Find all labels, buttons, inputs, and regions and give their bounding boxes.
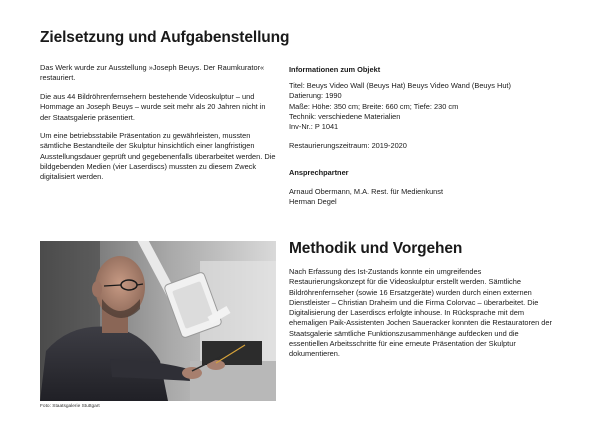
contacts-heading: Ansprechpartner: [289, 168, 349, 177]
section-title-zielsetzung: Zielsetzung und Aufgabenstellung: [40, 29, 290, 46]
restorer-photo-illustration: [40, 241, 276, 401]
restorer-photo: [40, 241, 276, 401]
paragraph-intro: Das Werk wurde zur Ausstellung »Joseph Beuys. Der Raumkurator« restauriert.: [40, 63, 265, 83]
info-line-title: Titel: Beuys Video Wall (Beuys Hat) Beuys Video Wand (Beuys Hut): [289, 81, 511, 90]
info-line-dimensions: Maße: Höhe: 350 cm; Breite: 660 cm; Tiefe: 230 cm: [289, 101, 459, 111]
info-line-technique: Technik: verschiedene Materialien: [289, 111, 401, 121]
paragraph-videoskulptur: Die aus 44 Bildröhrenfernsehern bestehende Videoskulptur – und Hommage an Joseph Beuys – wurde seit mehr als 20 Jahren nicht in der Staatsgalerie präsentiert.: [40, 92, 266, 122]
photo-credit: Foto: Staatsgalerie Stuttgart: [40, 404, 100, 409]
info-heading: Informationen zum Objekt: [289, 65, 381, 74]
contact-name: Arnaud Obermann, M.A. Rest. für Medienkunst: [289, 187, 444, 196]
paragraph-methodik: Nach Erfassung des Ist-Zustands konnte ein umgreifendes Restaurierungskonzept für die Videoskulptur erstellt werden. Sämtliche Bildröhrenfernseher (sowie 16 Ersatzgeräte) wurden durch einen externen Dienstleister – Christian Draheim und die Firma Colorvac – überarbeitet. Die Digitalisierung der Laserdiscs erfolgte inhouse. In Rücksprache mit dem ehemaligen Paik-Assistenten Jochen Saueracker konnten die Restauratoren der Staatsgalerie sämtliche Funktionszusammenhänge aufdecken und die essentiellen Arbeitsschritte für eine erneute Präsentation der Skulptur dokumentieren.: [289, 267, 552, 359]
info-line-inventory: Inv-Nr.: P 1041: [289, 122, 339, 132]
section-title-methodik: Methodik und Vorgehen: [289, 240, 463, 257]
restoration-period: Restaurierungszeitraum: 2019-2020: [289, 141, 407, 150]
contacts-list: [289, 187, 443, 208]
object-info-list: [289, 81, 511, 132]
paragraph-praesentation: Um eine betriebsstabile Präsentation zu gewährleisten, mussten sämtliche Bestandteile der Skulptur hinsichtlich einer langfristigen Ausstellungsdauer geprüft und gegebenenfalls überarbeitet werden. Die bildgebenden Medien (vier Laserdiscs) mussten zu diesem Zweck digitalisiert werden.: [40, 131, 276, 182]
contact-name: Herman Degel: [289, 197, 337, 207]
info-line-date: Datierung: 1990: [289, 91, 342, 101]
